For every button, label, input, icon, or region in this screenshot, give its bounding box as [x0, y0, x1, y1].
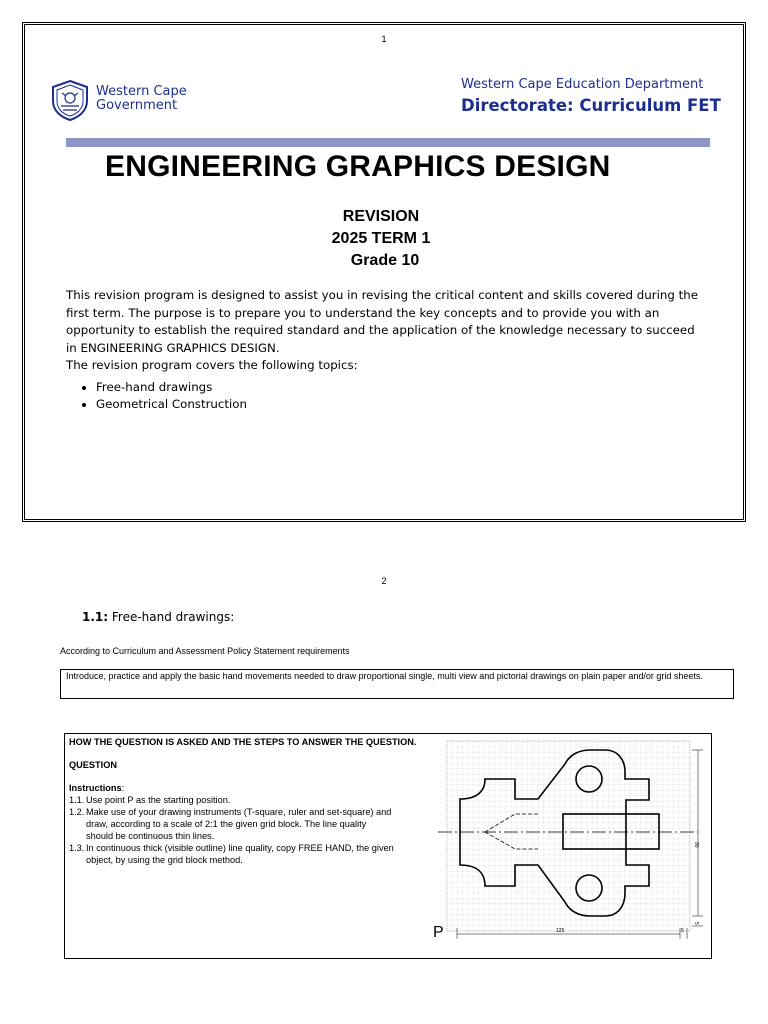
instruction-number: 1.3. — [69, 843, 85, 853]
small-dimension-h: 5 — [681, 928, 684, 934]
topics-lead: The revision program covers the following topics: — [66, 358, 358, 372]
intro-section — [66, 287, 706, 414]
instructions-colon: : — [121, 783, 125, 793]
section-title: Free-hand drawings: — [111, 610, 235, 624]
caps-box: Introduce, practice and apply the basic hand movements needed to draw proportional single, multi view and pictorial drawings on plain paper and/or grid sheets. — [60, 669, 734, 699]
subtitle-term: 2025 TERM 1 — [331, 230, 431, 247]
department-name: Western Cape Education Department — [461, 77, 704, 92]
topic-item: • Free-hand drawings — [96, 379, 706, 397]
instruction-number: 1.2. — [69, 807, 85, 817]
page-number: 2 — [381, 576, 387, 586]
instruction-text: In continuous thick (visible outline) line quality, copy FREE HAND, the given object, by using the grid block method. — [86, 843, 394, 865]
instruction-item — [69, 842, 429, 866]
point-p-label: P — [433, 924, 444, 941]
subtitle-grade: Grade 10 — [350, 252, 420, 269]
width-dimension-label: 125 — [556, 928, 565, 934]
how-heading: HOW THE QUESTION IS ASKED AND THE STEPS TO ANSWER THE QUESTION. — [69, 737, 417, 747]
instruction-text: Use point P as the starting position. — [86, 795, 231, 805]
question-label: QUESTION — [69, 760, 117, 770]
logo-text-line1: Western Cape — [96, 84, 187, 99]
header-divider-bar — [66, 138, 710, 147]
caps-line: According to Curriculum and Assessment Policy Statement requirements — [60, 646, 350, 656]
document-title: ENGINEERING GRAPHICS DESIGN — [105, 150, 611, 183]
topics-list — [66, 379, 706, 414]
height-dimension-label: 90 — [693, 842, 699, 848]
intro-paragraph: This revision program is designed to assist you in revising the critical content and skills covered during the first term. The purpose is to prepare you to understand the key concepts and to provide you with an opportunity to establish the required standard and the application of the knowledge necessary to succeed in ENGINEERING GRAPHICS DESIGN. — [66, 288, 698, 355]
logo-text-line2: Government — [96, 98, 178, 113]
instructions-label: Instructions — [69, 783, 122, 793]
instruction-number: 1.1. — [69, 795, 85, 805]
directorate-name: Directorate: Curriculum FET — [461, 96, 721, 115]
instructions-heading — [69, 782, 429, 794]
instruction-text: Make use of your drawing instruments (T-square, ruler and set-square) and draw, according to a scale of 2:1 the given grid block. The line quality should be continuous thin lines. — [86, 807, 392, 841]
instruction-item — [69, 794, 429, 806]
question-text — [69, 736, 429, 866]
small-dimension-v: 5 — [693, 922, 699, 925]
western-cape-crest-logo — [49, 79, 91, 121]
logo-text — [96, 85, 187, 113]
page-number: 1 — [381, 34, 387, 44]
grid-block — [447, 741, 690, 931]
instruction-item — [69, 806, 429, 842]
topic-item: • Geometrical Construction — [96, 396, 706, 414]
grid-drawing — [430, 736, 708, 956]
section-heading — [82, 609, 234, 627]
subtitle-revision: REVISION — [342, 208, 420, 225]
section-number: 1.1: — [82, 610, 109, 624]
